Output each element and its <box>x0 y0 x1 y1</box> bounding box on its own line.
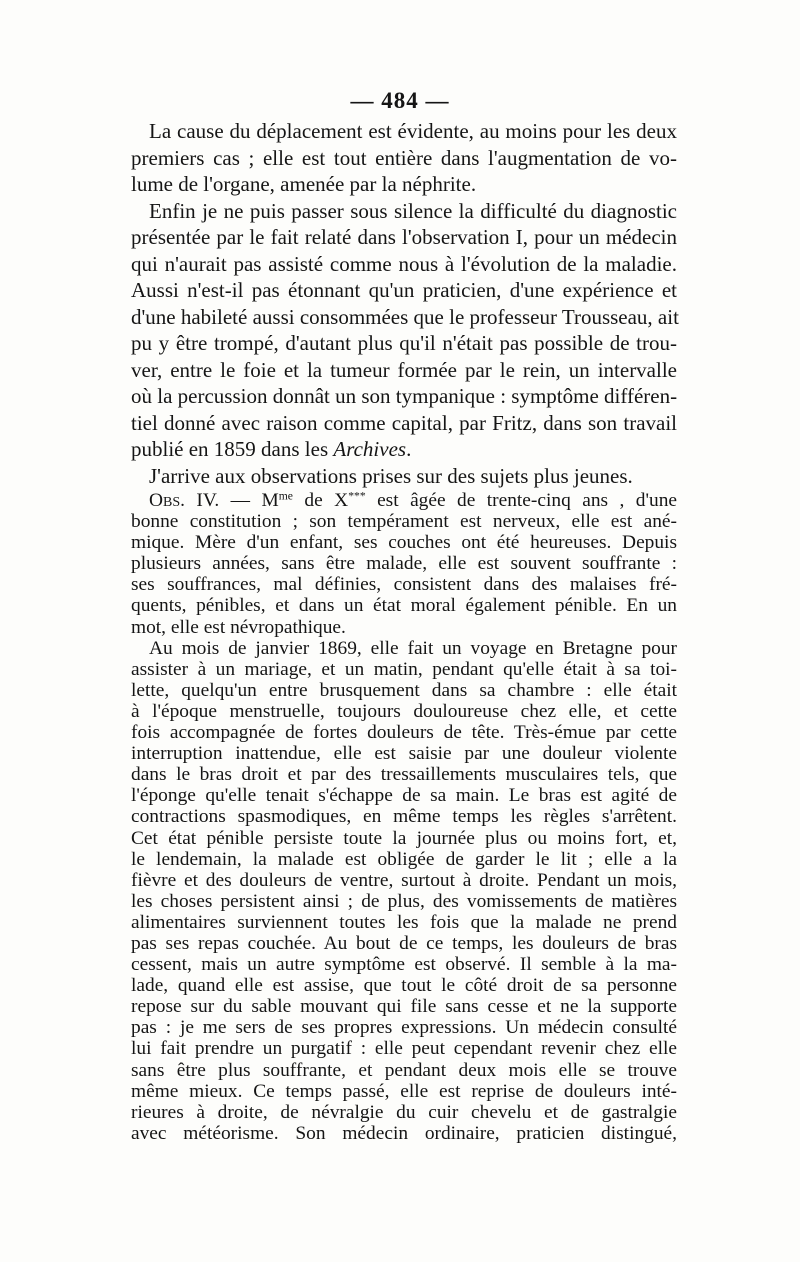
text-line: lade, quand elle est assise, que tout le côté droit de sa personne <box>131 975 677 997</box>
text-line: La cause du déplacement est évidente, au moins pour les deux <box>149 119 677 143</box>
text-line: premiers cas ; elle est tout entière dans l'augmentation de vo- <box>131 145 677 170</box>
text-line: fois accompagnée de fortes douleurs de tête. Très-émue par cette <box>131 722 677 744</box>
page-number: — 484 — <box>350 88 450 113</box>
text-line: mot, elle est névropathique. <box>131 616 346 638</box>
text-line: sans être plus souffrante, et pendant deux mois elle se trouve <box>131 1059 677 1081</box>
paragraph-displacement-cause <box>131 118 677 198</box>
text-line: dans le bras droit et par des tressaillements musculaires tels, que <box>131 764 677 786</box>
observation-block <box>131 490 677 1144</box>
text-line: interruption inattendue, elle est saisie par une douleur violente <box>131 743 677 765</box>
text-line: lui fait prendre un purgatif : elle peut cependant revenir chez elle <box>131 1038 677 1060</box>
text-line <box>131 436 677 463</box>
text-line: le lendemain, la malade est obligée de garder le lit ; elle a la <box>131 848 677 870</box>
superscript: me <box>278 489 293 503</box>
text-line: cessent, mais un autre symptôme est observé. Il semble à la ma- <box>131 954 677 976</box>
text-fragment: de X <box>292 490 349 511</box>
text-line: même mieux. Ce temps passé, elle est reprise de douleurs inté- <box>131 1080 677 1102</box>
text-line: pas : je me sers de ses propres expressions. Un médecin consulté <box>131 1017 677 1039</box>
text-line: ver, entre le foie et la tumeur formée par le rein, un intervalle <box>131 357 677 382</box>
text-line: Aussi n'est-il pas étonnant qu'un praticien, d'une expérience et <box>131 278 677 302</box>
text-fragment: . <box>406 437 412 461</box>
text-line: bonne constitution ; son tempérament est nerveux, elle est ané- <box>131 511 677 533</box>
paragraph-observation-iv <box>131 490 677 638</box>
text-line: plusieurs années, sans être malade, elle est souvent souffrante : <box>131 553 677 575</box>
paragraph-diagnosis-difficulty <box>131 198 677 463</box>
text-line: assister à un mariage, et un matin, pendant qu'elle était à sa toi- <box>131 658 677 680</box>
text-line: J'arrive aux observations prises sur des sujets plus jeunes. <box>149 463 633 488</box>
text-line: présentée par le fait relaté dans l'observation I, pour un médecin <box>131 225 677 249</box>
text-line: Au mois de janvier 1869, elle fait un voyage en Bretagne pour <box>149 637 677 659</box>
text-line: où la percussion donnât un son tympanique : symptôme différen- <box>131 384 678 408</box>
text-line: repose sur du sable mouvant qui file sans cesse et ne la supporte <box>131 996 677 1018</box>
paragraph-transition <box>131 463 677 490</box>
text-line: alimentaires surviennent toutes les fois que la malade ne prend <box>131 911 677 933</box>
text-line: Enfin je ne puis passer sous silence la difficulté du diagnostic <box>149 198 677 223</box>
text-line: fièvre et des douleurs de ventre, surtout à droite. Pendant un mois, <box>131 869 677 891</box>
text-fragment: publié en 1859 dans les <box>131 437 334 461</box>
text-line: rieures à droite, de névralgie du cuir chevelu et de gastralgie <box>131 1101 677 1123</box>
text-line: pu y être trompé, d'autant plus qu'il n'était pas possible de trou- <box>131 331 677 355</box>
paragraph-case-history <box>131 638 677 1144</box>
text-line: l'éponge qu'elle tenait s'échappe de sa main. Le bras est agité de <box>131 785 677 807</box>
text-line: lume de l'organe, amenée par la néphrite. <box>131 172 477 196</box>
text-line: quents, pénibles, et dans un état moral également pénible. En un <box>131 595 677 617</box>
journal-title: Archives <box>333 437 407 461</box>
text-line: contractions spasmodiques, en même temps les règles s'arrêtent. <box>131 806 677 828</box>
text-line: lette, quelqu'un entre brusquement dans sa chambre : elle était <box>131 679 677 701</box>
text-fragment: est âgée de trente-cinq ans , d'une <box>365 490 677 511</box>
text-line: les choses persistent ainsi ; de plus, des vomissements de matières <box>131 890 677 912</box>
text-line: pas ses repas couchée. Au bout de ce temps, les douleurs de bras <box>131 932 677 954</box>
text-line: d'une habileté aussi consommées que le professeur Trousseau, ait <box>131 304 679 329</box>
text-line: mique. Mère d'un enfant, ses couches ont été heureuses. Depuis <box>131 532 677 554</box>
text-line: Cet état pénible persiste toute la journée plus ou moins fort, et, <box>131 827 677 849</box>
observation-label: Obs. IV. <box>149 490 220 511</box>
text-line: ses souffrances, mal définies, consistent dans des malaises fré- <box>131 574 677 596</box>
text-line: qui n'aurait pas assisté comme nous à l'évolution de la maladie. <box>131 251 677 276</box>
text-block-top <box>131 118 677 489</box>
text-line: à l'époque menstruelle, toujours douloureuse chez elle, et cette <box>131 700 677 722</box>
text-line: tiel donné avec raison comme capital, par Fritz, dans son travail <box>131 410 677 435</box>
text-fragment: — M <box>219 490 279 511</box>
superscript: *** <box>348 489 366 503</box>
text-line <box>131 490 677 511</box>
text-line: avec météorisme. Son médecin ordinaire, praticien distingué, <box>131 1122 677 1144</box>
